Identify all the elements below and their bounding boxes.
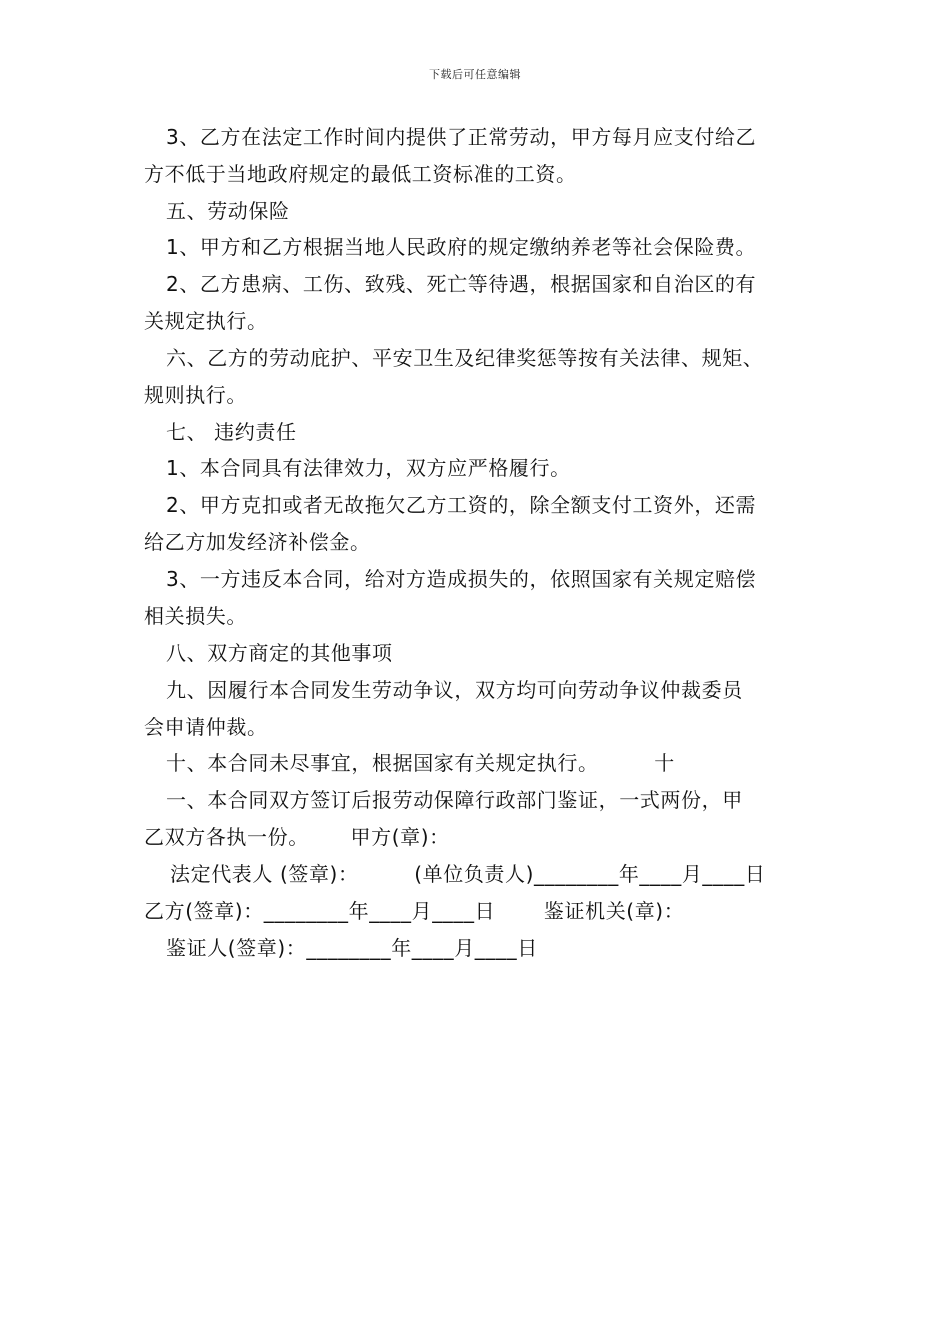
section-8-heading: 八、双方商定的其他事项 <box>166 641 393 665</box>
clause-3-line-1: 3、乙方在法定工作时间内提供了正常劳动，甲方每月应支付给乙 <box>166 125 757 149</box>
section-7-heading: 七、 违约责任 <box>166 420 297 444</box>
section-6-line-2: 规则执行。 <box>144 383 247 407</box>
section-9-line-2: 会申请仲裁。 <box>144 715 268 739</box>
section-5-clause-2-line-2: 关规定执行。 <box>144 309 268 333</box>
section-5-clause-1: 1、甲方和乙方根据当地人民政府的规定缴纳养老等社会保险费。 <box>166 235 757 259</box>
section-6-line-1: 六、乙方的劳动庇护、平安卫生及纪律奖惩等按有关法律、规矩、 <box>166 346 764 370</box>
section-10-line: 十、本合同未尽事宜，根据国家有关规定执行。 十 <box>166 751 675 775</box>
section-11-line-1: 一、本合同双方签订后报劳动保障行政部门鉴证，一式两份，甲 <box>166 788 743 812</box>
party-b-signature-line: 乙方(签章)：________年____月____日 鉴证机关(章)： <box>144 899 685 923</box>
clause-3-line-2: 方不低于当地政府规定的最低工资标准的工资。 <box>144 162 577 186</box>
section-5-clause-2-line-1: 2、乙方患病、工伤、致残、死亡等待遇，根据国家和自治区的有 <box>166 272 757 296</box>
section-9-line-1: 九、因履行本合同发生劳动争议，双方均可向劳动争议仲裁委员 <box>166 678 743 702</box>
section-7-clause-1: 1、本合同具有法律效力，双方应严格履行。 <box>166 456 571 480</box>
section-5-heading: 五、劳动保险 <box>166 199 290 223</box>
page-header: 下载后可任意编辑 <box>429 68 521 81</box>
certifier-signature-line: 鉴证人(签章)：________年____月____日 <box>166 936 538 960</box>
section-11-line-2: 乙双方各执一份。 甲方(章)： <box>144 825 450 849</box>
section-7-clause-3-line-1: 3、一方违反本合同，给对方造成损失的，依照国家有关规定赔偿 <box>166 567 757 591</box>
legal-representative-signature-line: 法定代表人 (签章)： (单位负责人)________年____月____日 <box>170 862 766 886</box>
section-7-clause-3-line-2: 相关损失。 <box>144 604 247 628</box>
section-7-clause-2-line-1: 2、甲方克扣或者无故拖欠乙方工资的，除全额支付工资外，还需 <box>166 493 757 517</box>
section-7-clause-2-line-2: 给乙方加发经济补偿金。 <box>144 530 371 554</box>
